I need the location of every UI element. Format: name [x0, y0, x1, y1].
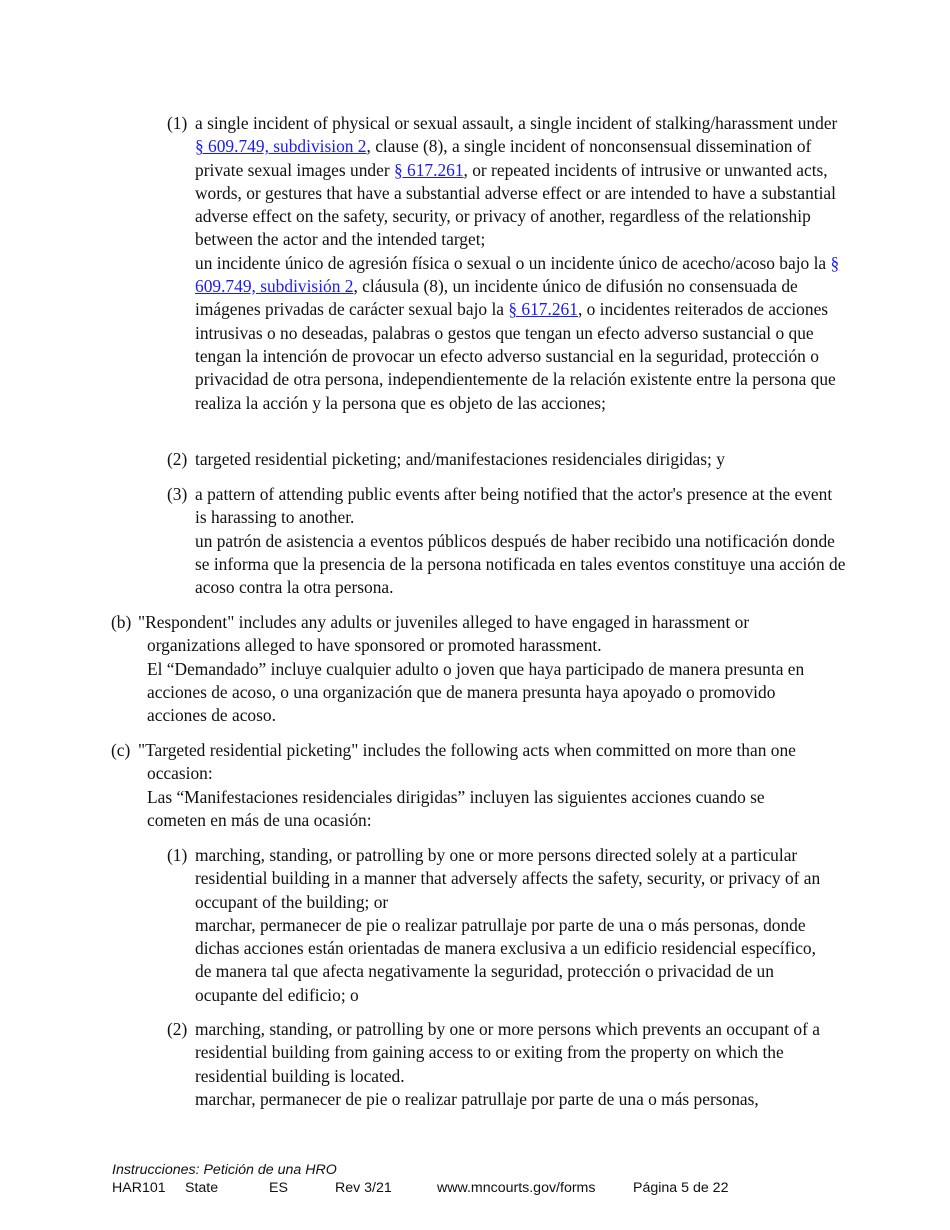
- list-item-c: [111, 739, 826, 832]
- list-item-c1: [167, 844, 835, 1007]
- item-text-en: "Respondent" includes any adults or juveniles alleged to have engaged in harassment or organizations alleged to have sponsored or promoted harassment.: [138, 612, 750, 656]
- item-text-es: Las “Manifestaciones residenciales dirigidas” incluyen las siguientes acciones cuando se cometen en más de una ocasión:: [147, 786, 765, 830]
- footer-lang: ES: [269, 1180, 288, 1196]
- item-text-es: un incidente único de agresión física o sexual o un incidente único de acecho/acoso bajo la § 609.749, subdivisión 2, cláusula (8), un incidente único de difusión no consensuada de imágenes privadas de carácter sexual bajo la § 617.261, o incidentes reiterados de acciones intrusivas o no deseadas, palabras o gestos que tengan un efecto adverso sustancial o que tengan la intención de provocar un efecto adverso sustancial en la seguridad, protección o privacidad de otra persona, independientemente de la relación existente entre la persona que realiza la acción y la persona que es objeto de las acciones;: [195, 252, 840, 413]
- page-footer: [112, 1161, 812, 1197]
- footer-page-number: Página 5 de 22: [633, 1180, 729, 1196]
- footer-meta-row: [112, 1179, 812, 1197]
- item-text-es: El “Demandado” incluye cualquier adulto o joven que haya participado de manera presunta en acciones de acoso, o una organización que de manera presunta haya apoyado o promovido acciones de acoso.: [147, 658, 805, 726]
- statute-link-609-749-es[interactable]: § 609.749, subdivisión 2: [195, 252, 840, 297]
- list-item-a3: [167, 483, 847, 599]
- footer-rev: Rev 3/21: [335, 1180, 392, 1196]
- list-item-c2: [167, 1018, 847, 1111]
- list-item-b: [111, 611, 836, 727]
- list-item-a1: [167, 112, 847, 415]
- item-text-en: "Targeted residential picketing" includes the following acts when committed on more than one occasion:: [138, 740, 796, 784]
- statute-link-617-261[interactable]: § 617.261: [393, 159, 464, 180]
- item-text: targeted residential picketing; and/manifestaciones residenciales dirigidas; y: [195, 449, 725, 469]
- item-text-en: a pattern of attending public events after being notified that the actor's presence at the event is harassing to another.: [195, 484, 833, 528]
- item-text-en: a single incident of physical or sexual assault, a single incident of stalking/harassment under § 609.749, subdivision 2, clause (8), a single incident of nonconsensual dissemination of private sexual images under § 617.261, or repeated incidents of intrusive or unwanted acts, words, or gestures that have a substantial adverse effect or are intended to have a substantial adverse effect on the safety, security, or privacy of another, regardless of the relationship between the actor and the intended target;: [195, 113, 838, 250]
- item-number: (1): [167, 845, 188, 865]
- item-number: (c): [111, 740, 131, 760]
- item-text-en: marching, standing, or patrolling by one or more persons directed solely at a particular residential building in a manner that adversely affects the safety, security, or privacy of an occupant of the building; or: [195, 845, 821, 912]
- footer-url: www.mncourts.gov/forms: [437, 1180, 596, 1196]
- statute-link-617-261-es[interactable]: § 617.261: [508, 299, 578, 320]
- item-number: (2): [167, 1019, 188, 1039]
- item-text-en: marching, standing, or patrolling by one or more persons which prevents an occupant of a residential building from gaining access to or exiting from the property on which the residential building is located.: [195, 1019, 820, 1086]
- item-number: (2): [167, 449, 188, 469]
- item-number: (3): [167, 484, 188, 504]
- item-text-es: marchar, permanecer de pie o realizar patrullaje por parte de una o más personas,: [195, 1088, 759, 1109]
- item-text-es: un patrón de asistencia a eventos públicos después de haber recibido una notificación donde se informa que la presencia de la persona notificada en tales eventos constituye una acción de acoso contra la otra persona.: [195, 530, 846, 598]
- statute-link-609-749[interactable]: § 609.749, subdivision 2: [195, 136, 367, 157]
- item-number: (b): [111, 612, 132, 632]
- footer-title: Instrucciones: Petición de una HRO: [112, 1162, 337, 1178]
- footer-state: State: [185, 1180, 219, 1196]
- list-item-a2: [167, 448, 847, 471]
- item-text-es: marchar, permanecer de pie o realizar patrullaje por parte de una o más personas, donde dichas acciones están orientadas de manera exclusiva a un edificio residencial específico, de manera tal que afecta negativamente la seguridad, protección o privacidad de un ocupante del edificio; o: [195, 914, 816, 1005]
- footer-form-id: HAR101: [112, 1180, 166, 1196]
- item-number: (1): [167, 113, 188, 133]
